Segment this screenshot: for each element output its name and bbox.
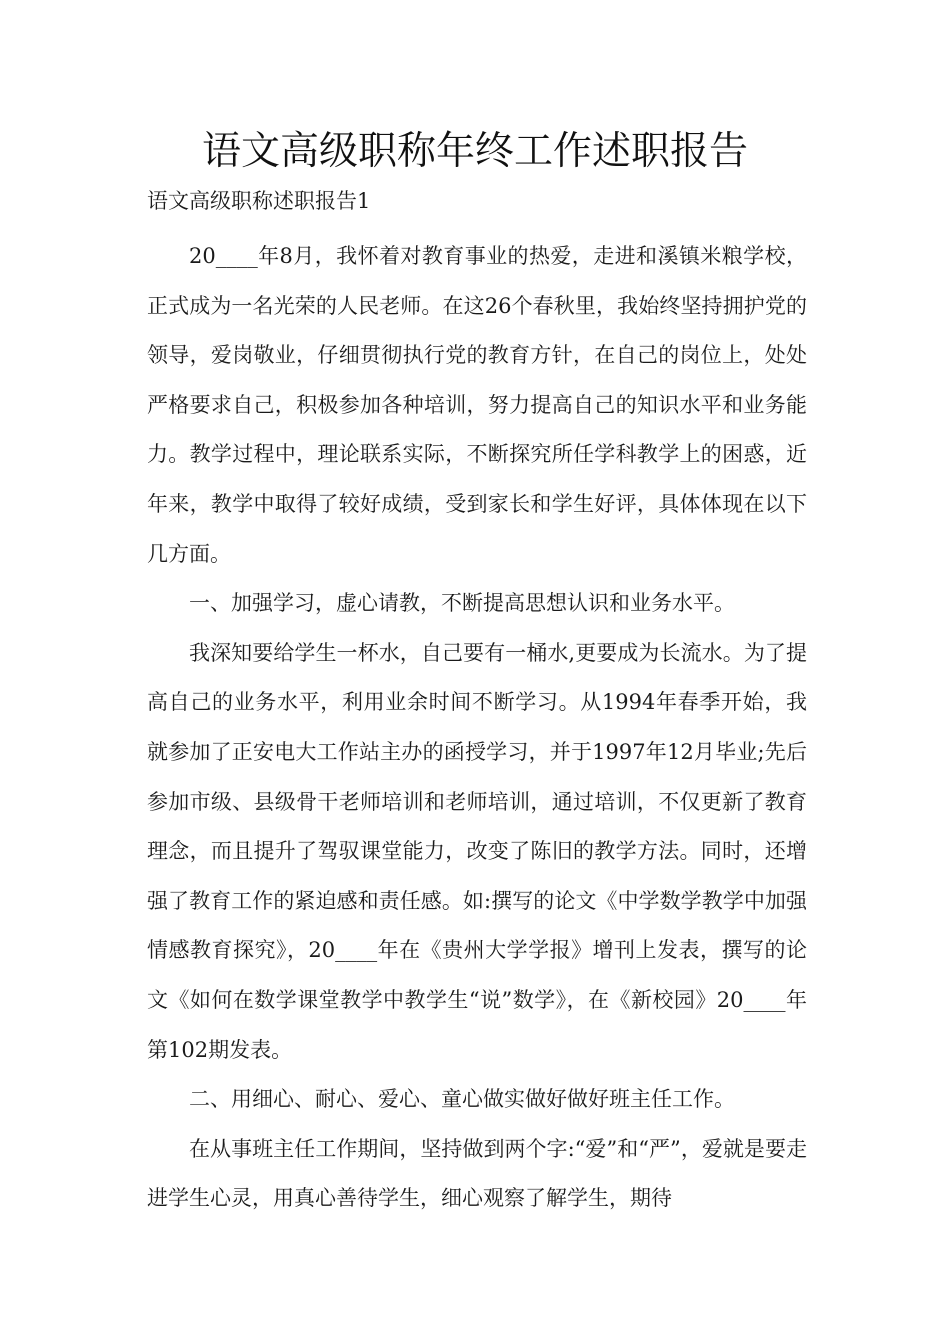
document-body	[147, 232, 807, 1224]
document-subtitle: 语文高级职称述职报告1	[147, 189, 371, 213]
paragraph-study: 我深知要给学生一杯水，自己要有一桶水,更要成为长流水。为了提高自己的业务水平，利用业余时间不断学习。从1994年春季开始，我就参加了正安电大工作站主办的函授学习，并于1997年12月毕业;先后参加市级、县级骨干老师培训和老师培训，通过培训，不仅更新了教育理念，而且提升了驾驭课堂能力，改变了陈旧的教学方法。同时，还增强了教育工作的紧迫感和责任感。如:撰写的论文《中学数学教学中加强情感教育探究》，20____年在《贵州大学学报》增刊上发表，撰写的论文《如何在数学课堂教学中教学生“说”数学》，在《新校园》20____年第102期发表。	[147, 640, 807, 1062]
paragraph-intro: 20____年8月，我怀着对教育事业的热爱，走进和溪镇米粮学校，正式成为一名光荣的人民老师。在这26个春秋里，我始终坚持拥护党的领导，爱岗敬业，仔细贯彻执行党的教育方针，在自己的岗位上，处处严格要求自己，积极参加各种培训，努力提高自己的知识水平和业务能力。教学过程中，理论联系实际，不断探究所任学科教学上的困惑，近年来，教学中取得了较好成绩，受到家长和学生好评，具体体现在以下几方面。	[147, 244, 807, 566]
paragraph-class-teacher: 在从事班主任工作期间，坚持做到两个字:“爱”和“严”，爱就是要走进学生心灵，用真心善待学生，细心观察了解学生，期待	[147, 1136, 807, 1211]
section-heading-2: 二、用细心、耐心、爱心、童心做实做好做好班主任工作。	[189, 1087, 735, 1112]
document-title: 语文高级职称年终工作述职报告	[201, 129, 748, 174]
section-heading-1: 一、加强学习，虚心请教，不断提高思想认识和业务水平。	[189, 591, 735, 616]
